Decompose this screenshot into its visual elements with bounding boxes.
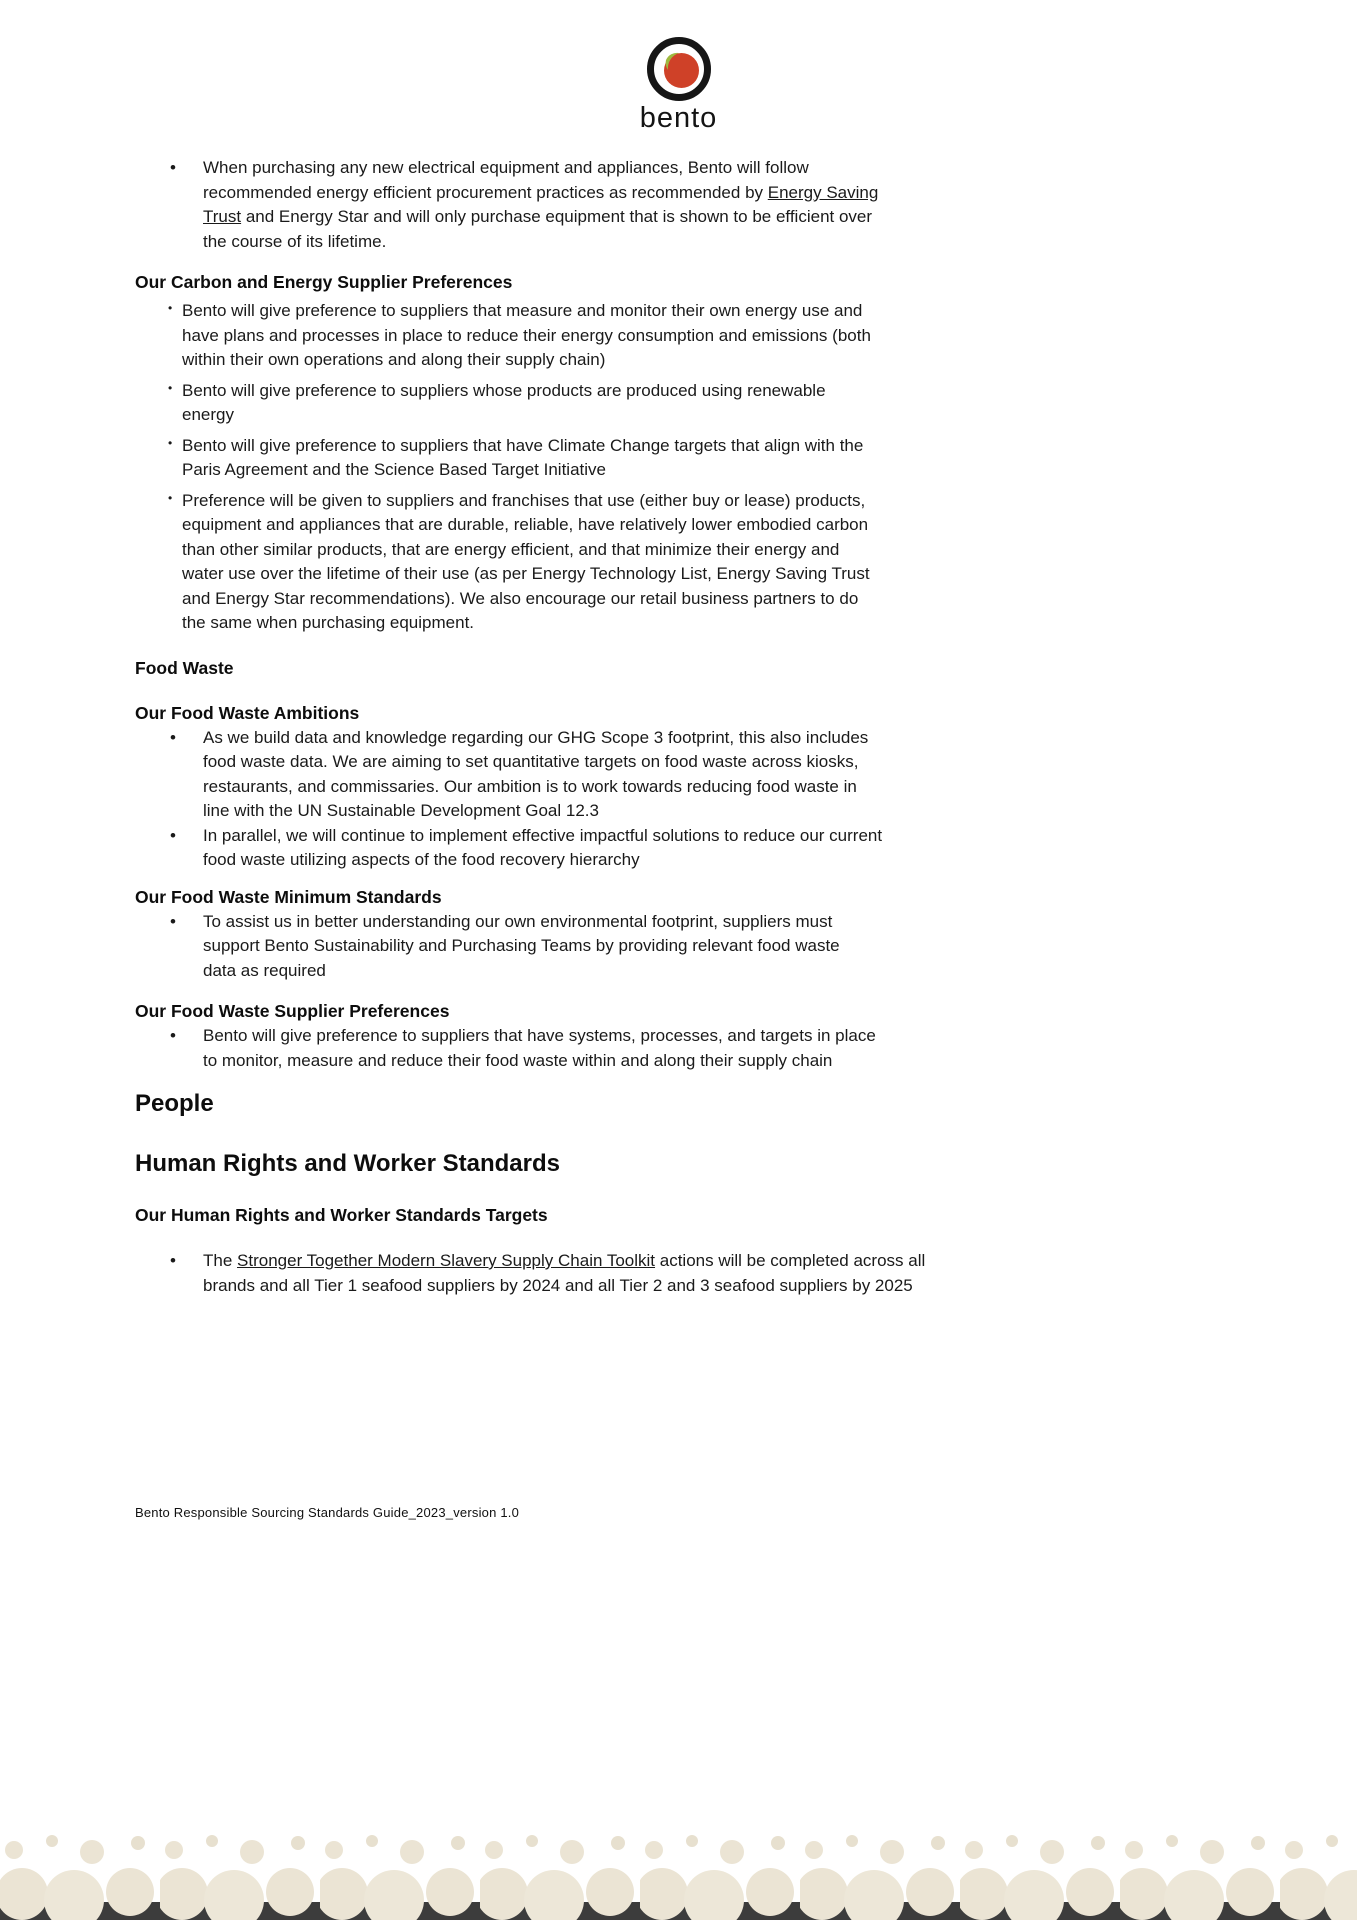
food-waste-ambitions-heading: Our Food Waste Ambitions [135,702,360,723]
bullet-text: and Energy Star and will only purchase equipment that is shown to be efficient over the course of its lifetime. [203,207,873,251]
food-waste-supplier-preferences-list [135,1024,1222,1073]
food-waste-ambitions-list [135,726,1222,873]
list-item: • Bento will give preference to suppliers whose products are produced using renewable energy [135,379,882,428]
food-waste-minimum-standards-list [135,910,1222,984]
food-waste-heading: Food Waste [135,657,234,678]
human-rights-targets-list [135,1249,1222,1298]
document-footer-text: Bento Responsible Sourcing Standards Guide_2023_version 1.0 [135,1505,519,1520]
list-item [135,1249,965,1298]
energy-saving-trust-link[interactable]: Energy Saving Trust [203,182,879,226]
bento-logo [135,36,1222,134]
decorative-dots-border [0,1828,1357,1920]
bento-logo-icon [644,36,714,104]
human-rights-heading: Human Rights and Worker Standards [135,1150,560,1177]
stronger-together-toolkit-link[interactable]: Stronger Together Modern Slavery Supply Chain Toolkit [237,1251,656,1270]
human-rights-targets-heading: Our Human Rights and Worker Standards Targets [135,1205,548,1225]
bullet-text: actions will be completed across all brands and all Tier 1 seafood suppliers by 2024 and all Tier 2 and 3 seafood suppliers by 2025 [203,1251,926,1295]
list-item: • As we build data and knowledge regarding our GHG Scope 3 footprint, this also includes food waste data. We are aiming to set quantitative targets on food waste across kiosks, restaurants, and commissaries. Our ambition is to work towards reducing food waste in line with the UN Sustainable Development Goal 12.3 [135,726,883,824]
list-item: • Preference will be given to suppliers and franchises that use (either buy or lease) products, equipment and appliances that are durable, reliable, have relatively lower embodied carbon than other similar products, that are energy efficient, and that minimize their energy and water use over the lifetime of their use (as per Energy Technology List, Energy Saving Trust and Energy Star recommendations). We also encourage our retail business partners to do the same when purchasing equipment. [135,489,882,636]
list-item: • Bento will give preference to suppliers that have systems, processes, and targets in place to monitor, measure and reduce their food waste within and along their supply chain [135,1024,883,1073]
carbon-energy-supplier-preferences-heading: Our Carbon and Energy Supplier Preferences [135,272,513,292]
bullet-text: The [203,1251,238,1270]
carbon-energy-supplier-preferences-list [135,299,1222,636]
list-item: • To assist us in better understanding our own environmental footprint, suppliers must support Bento Sustainability and Purchasing Teams by providing relevant food waste data as required [135,910,875,984]
list-item: • Bento will give preference to suppliers that measure and monitor their own energy use and have plans and processes in place to reduce their energy consumption and emissions (both within their own operations and along their supply chain) [135,299,882,373]
list-item: • Bento will give preference to suppliers that have Climate Change targets that align with the Paris Agreement and the Science Based Target Initiative [135,434,882,483]
food-waste-minimum-standards-heading: Our Food Waste Minimum Standards [135,886,442,907]
list-item: • In parallel, we will continue to implement effective impactful solutions to reduce our current food waste utilizing aspects of the food recovery hierarchy [135,824,883,873]
food-waste-supplier-preferences-heading: Our Food Waste Supplier Preferences [135,1001,450,1021]
people-heading: People [135,1090,214,1117]
bento-logo-wordmark: bento [639,102,718,134]
list-item [135,156,883,254]
energy-procurement-list [135,156,1222,254]
bullet-text: When purchasing any new electrical equipment and appliances, Bento will follow recommended energy efficient procurement practices as recommended by [203,158,809,202]
